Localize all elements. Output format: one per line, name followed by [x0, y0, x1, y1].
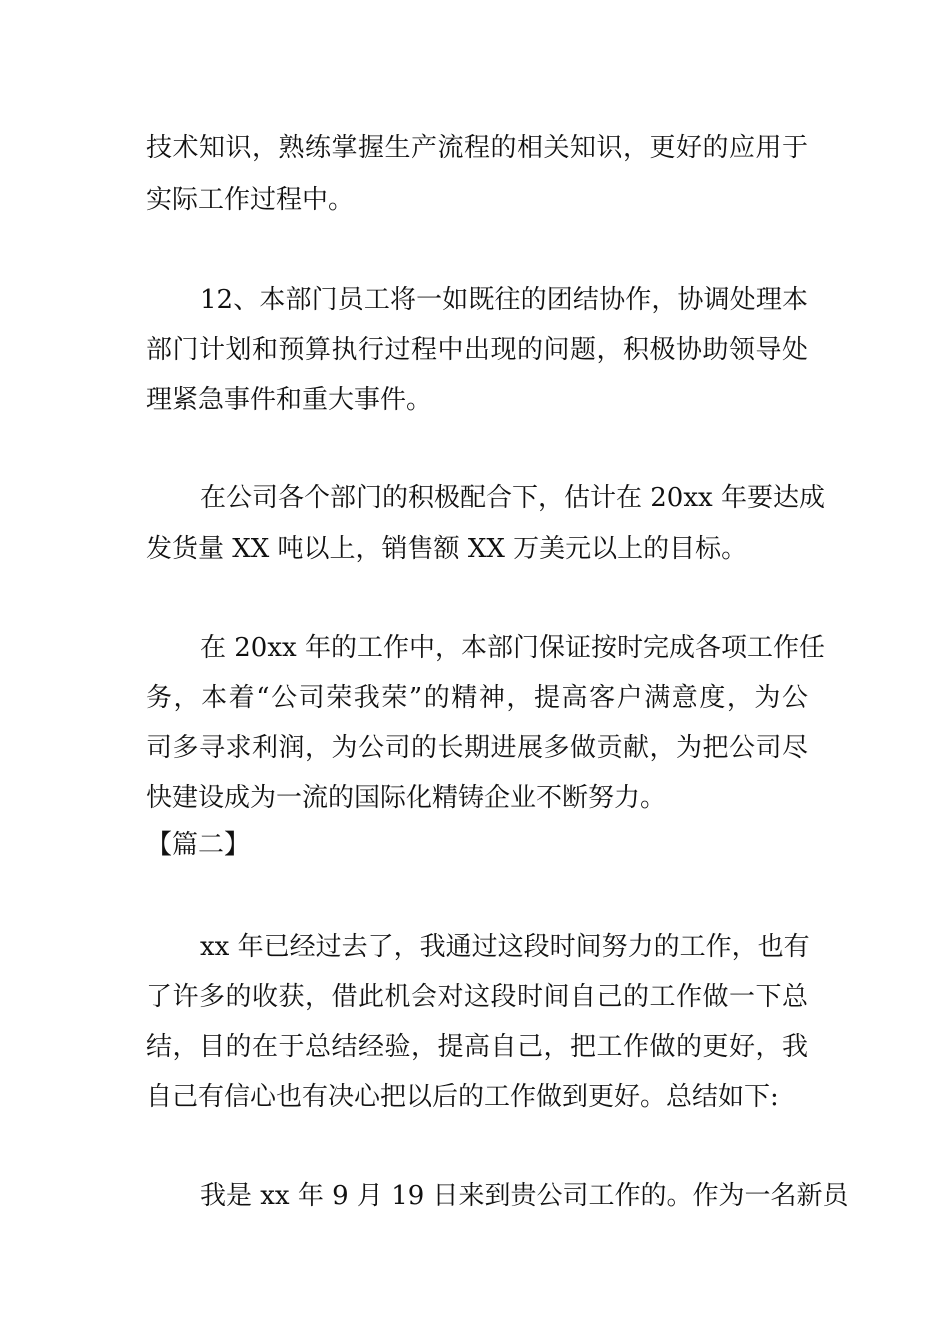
paragraph-line: 技术知识，熟练掌握生产流程的相关知识，更好的应用于 [146, 133, 808, 163]
paragraph-line: 理紧急事件和重大事件。 [146, 385, 433, 415]
paragraph-line: 自己有信心也有决心把以后的工作做到更好。总结如下: [146, 1082, 779, 1112]
paragraph-line: 在 20xx 年的工作中，本部门保证按时完成各项工作任 [200, 633, 825, 663]
paragraph-line: 务，本着“公司荣我荣”的精神，提高客户满意度，为公 [146, 683, 808, 713]
paragraph-line: 结，目的在于总结经验，提高自己，把工作做的更好，我 [146, 1032, 808, 1062]
paragraph-line: 司多寻求利润，为公司的长期进展多做贡献，为把公司尽 [146, 733, 808, 763]
paragraph-line: 在公司各个部门的积极配合下，估计在 20xx 年要达成 [200, 483, 825, 513]
paragraph-line: 12、本部门员工将一如既往的团结协作，协调处理本 [200, 285, 808, 315]
paragraph-line: 我是 xx 年 9 月 19 日来到贵公司工作的。作为一名新员 [200, 1181, 849, 1211]
paragraph-line: 实际工作过程中。 [146, 185, 355, 215]
paragraph-line: 快建设成为一流的国际化精铸企业不断努力。 [146, 783, 667, 813]
paragraph-line: 了许多的收获，借此机会对这段时间自己的工作做一下总 [146, 982, 808, 1012]
paragraph-line: 发货量 XX 吨以上，销售额 XX 万美元以上的目标。 [146, 534, 748, 564]
paragraph-line: xx 年已经过去了，我通过这段时间努力的工作，也有 [200, 932, 810, 962]
section-heading: 【篇二】 [146, 830, 251, 860]
paragraph-line: 部门计划和预算执行过程中出现的问题，积极协助领导处 [146, 335, 808, 365]
